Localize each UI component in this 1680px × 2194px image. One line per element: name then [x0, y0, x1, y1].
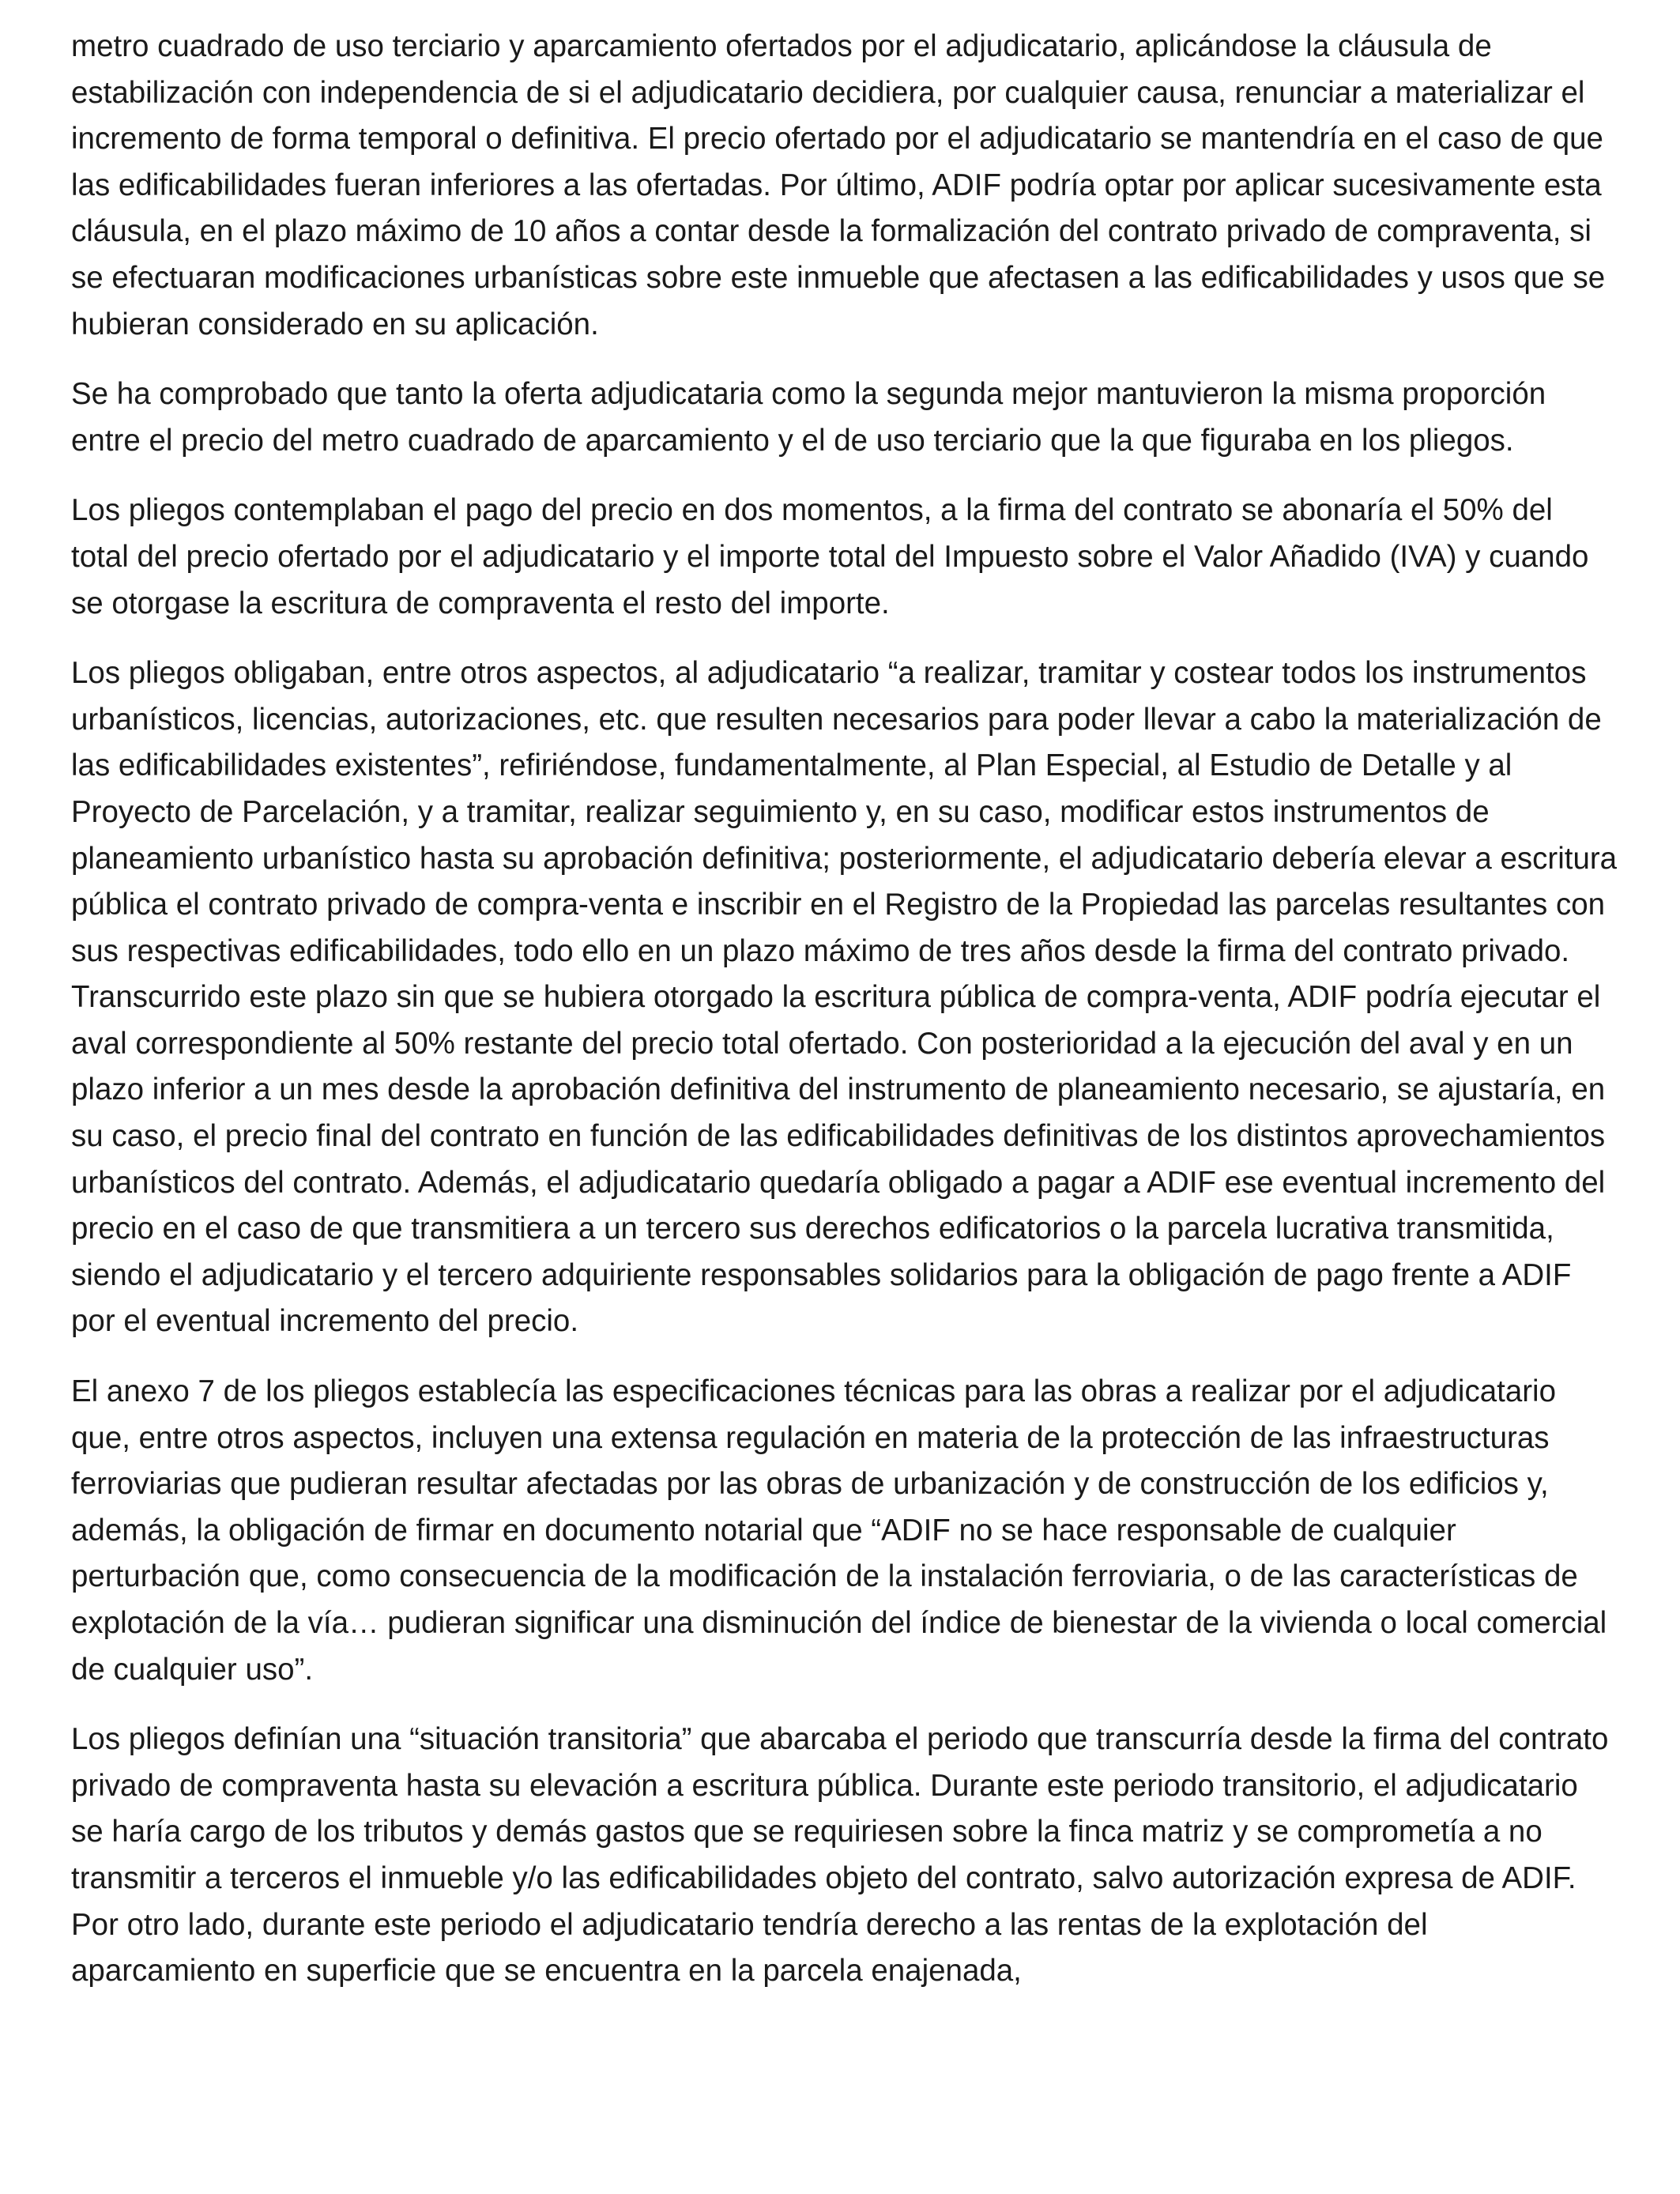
- paragraph-transitional-situation: Los pliegos definían una “situación transitoria” que abarcaba el periodo que transcurría desde la firma del contrato privado de compraventa hasta su elevación a escritura pública. Durante este periodo transitorio, el adjudicatario se haría cargo de los tributos y demás gastos que se requiriesen sobre la finca matriz y se comprometía a no transmitir a terceros el inmueble y/o las edificabilidades objeto del contrato, salvo autorización expresa de ADIF. Por otro lado, durante este periodo el adjudicatario tendría derecho a las rentas de la explotación del aparcamiento en superficie que se encuentra en la parcela enajenada,: [71, 1722, 1609, 1989]
- paragraph-annex-7: El anexo 7 de los pliegos establecía las especificaciones técnicas para las obras a realizar por el adjudicatario que, entre otros aspectos, incluyen una extensa regulación en materia de la protección de las infraestructuras ferroviarias que pudieran resultar afectadas por las obras de urbanización y de construcción de los edificios y, además, la obligación de firmar en documento notarial que “ADIF no se hace responsable de cualquier perturbación que, como consecuencia de la modificación de la instalación ferroviaria, o de las características de explotación de la vía… pudieran significar una disminución del índice de bienestar de la vivienda o local comercial de cualquier uso”.: [71, 1374, 1607, 1687]
- paragraph-offer-proportion: Se ha comprobado que tanto la oferta adjudicataria como la segunda mejor mantuvieron la misma proporción entre el precio del metro cuadrado de aparcamiento y el de uso terciario que la que figuraba en los pliegos.: [71, 377, 1546, 458]
- document-page: [71, 24, 1618, 2019]
- paragraph-payment-terms: Los pliegos contemplaban el pago del precio en dos momentos, a la firma del contrato se abonaría el 50% del total del precio ofertado por el adjudicatario y el importe total del Impuesto sobre el Valor Añadido (IVA) y cuando se otorgase la escritura de compraventa el resto del importe.: [71, 493, 1589, 620]
- paragraph-stabilization-clause: metro cuadrado de uso terciario y aparcamiento ofertados por el adjudicatario, aplicándose la cláusula de estabilización con independencia de si el adjudicatario decidiera, por cualquier causa, renunciar a materializar el incremento de forma temporal o definitiva. El precio ofertado por el adjudicatario se mantendría en el caso de que las edificabilidades fueran inferiores a las ofertadas. Por último, ADIF podría optar por aplicar sucesivamente esta cláusula, en el plazo máximo de 10 años a contar desde la formalización del contrato privado de compraventa, si se efectuaran modificaciones urbanísticas sobre este inmueble que afectasen a las edificabilidades y usos que se hubieran considerado en su aplicación.: [71, 29, 1606, 341]
- paragraph-obligations: Los pliegos obligaban, entre otros aspectos, al adjudicatario “a realizar, tramitar y costear todos los instrumentos urbanísticos, licencias, autorizaciones, etc. que resulten necesarios para poder llevar a cabo la materialización de las edificabilidades existentes”, refiriéndose, fundamentalmente, al Plan Especial, al Estudio de Detalle y al Proyecto de Parcelación, y a tramitar, realizar seguimiento y, en su caso, modificar estos instrumentos de planeamiento urbanístico hasta su aprobación definitiva; posteriormente, el adjudicatario debería elevar a escritura pública el contrato privado de compra-venta e inscribir en el Registro de la Propiedad las parcelas resultantes con sus respectivas edificabilidades, todo ello en un plazo máximo de tres años desde la firma del contrato privado. Transcurrido este plazo sin que se hubiera otorgado la escritura pública de compra-venta, ADIF podría ejecutar el aval correspondiente al 50% restante del precio total ofertado. Con posterioridad a la ejecución del aval y en un plazo inferior a un mes desde la aprobación definitiva del instrumento de planeamiento necesario, se ajustaría, en su caso, el precio final del contrato en función de las edificabilidades definitivas de los distintos aprovechamientos urbanísticos del contrato. Además, el adjudicatario quedaría obligado a pagar a ADIF ese eventual incremento del precio en el caso de que transmitiera a un tercero sus derechos edificatorios o la parcela lucrativa transmitida, siendo el adjudicatario y el tercero adquiriente responsables solidarios para la obligación de pago frente a ADIF por el eventual incremento del precio.: [71, 656, 1618, 1339]
